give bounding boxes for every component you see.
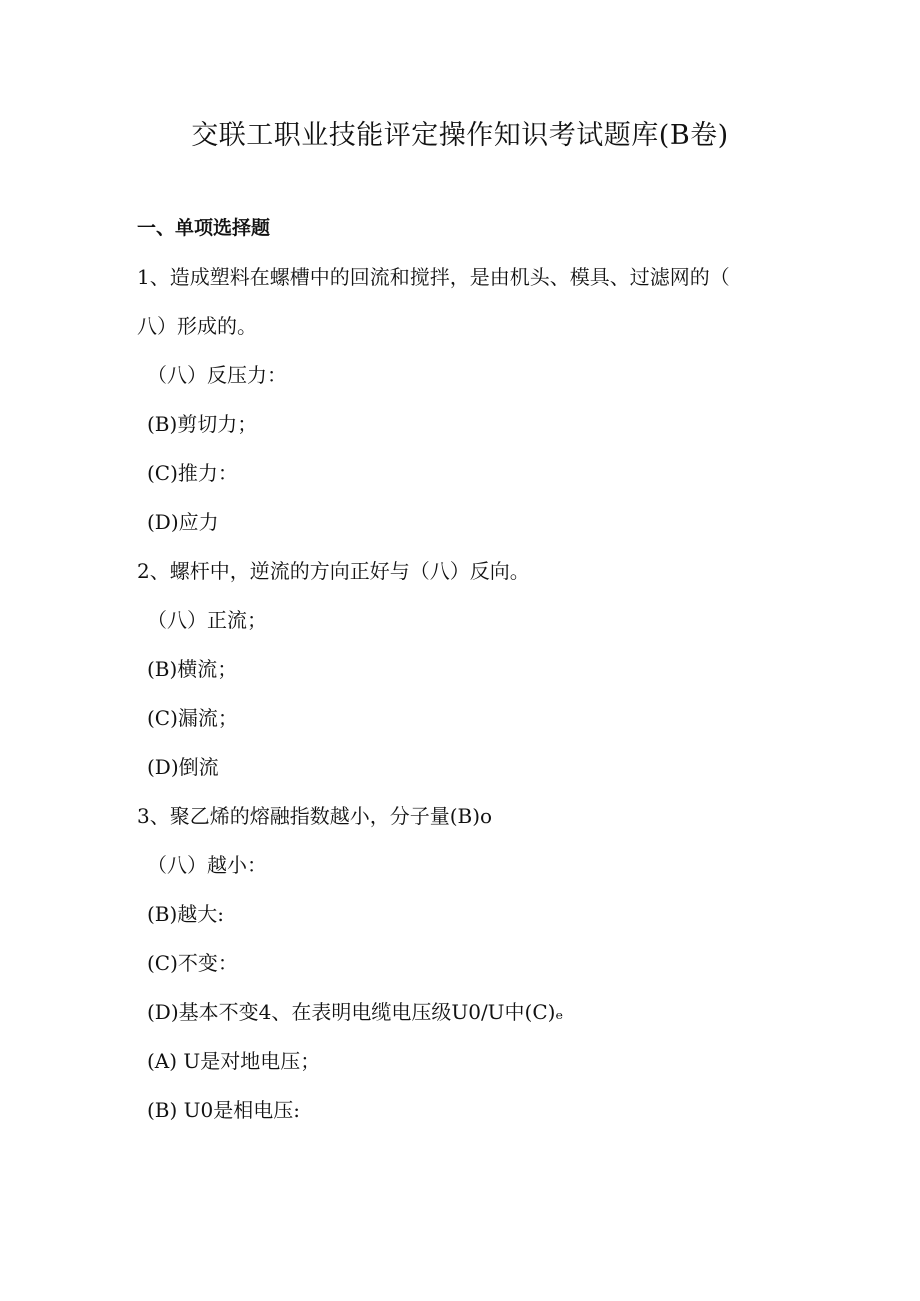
question-3-option-c: (C)不变： xyxy=(147,951,238,975)
question-1-stem-line-2: 八）形成的。 xyxy=(137,314,257,338)
question-1-option-c: (C)推力： xyxy=(147,461,238,485)
question-2-stem: 2、螺杆中，逆流的方向正好与（八）反向。 xyxy=(137,559,530,583)
question-3-stem: 3、聚乙烯的熔融指数越小，分子量(B)o xyxy=(137,804,493,828)
question-4-option-b: (B) U0是相电压: xyxy=(147,1098,300,1122)
question-3-option-a: （八）越小： xyxy=(147,853,267,877)
document-title: 交联工职业技能评定操作知识考试题库(B卷) xyxy=(191,120,729,151)
question-1-option-d: (D)应力 xyxy=(147,510,219,534)
section-heading: 一、单项选择题 xyxy=(137,217,271,239)
question-4-option-a: (A) U是对地电压； xyxy=(147,1049,321,1073)
question-2-option-c: (C)漏流； xyxy=(147,706,238,730)
question-3-option-b: (B)越大: xyxy=(147,902,225,926)
question-2-option-d: (D)倒流 xyxy=(147,755,219,779)
question-1-stem-line-1: 1、造成塑料在螺槽中的回流和搅拌，是由机头、模具、过滤网的（ xyxy=(137,265,730,289)
question-1-option-a: （八）反压力： xyxy=(147,363,287,387)
question-3-option-d: (D)基本不变4、在表明电缆电压级U0/U中(C)ₑ xyxy=(147,1000,564,1024)
question-1-option-b: (B)剪切力； xyxy=(147,412,258,436)
question-2-option-b: (B)横流； xyxy=(147,657,238,681)
question-2-option-a: （八）正流； xyxy=(147,608,267,632)
